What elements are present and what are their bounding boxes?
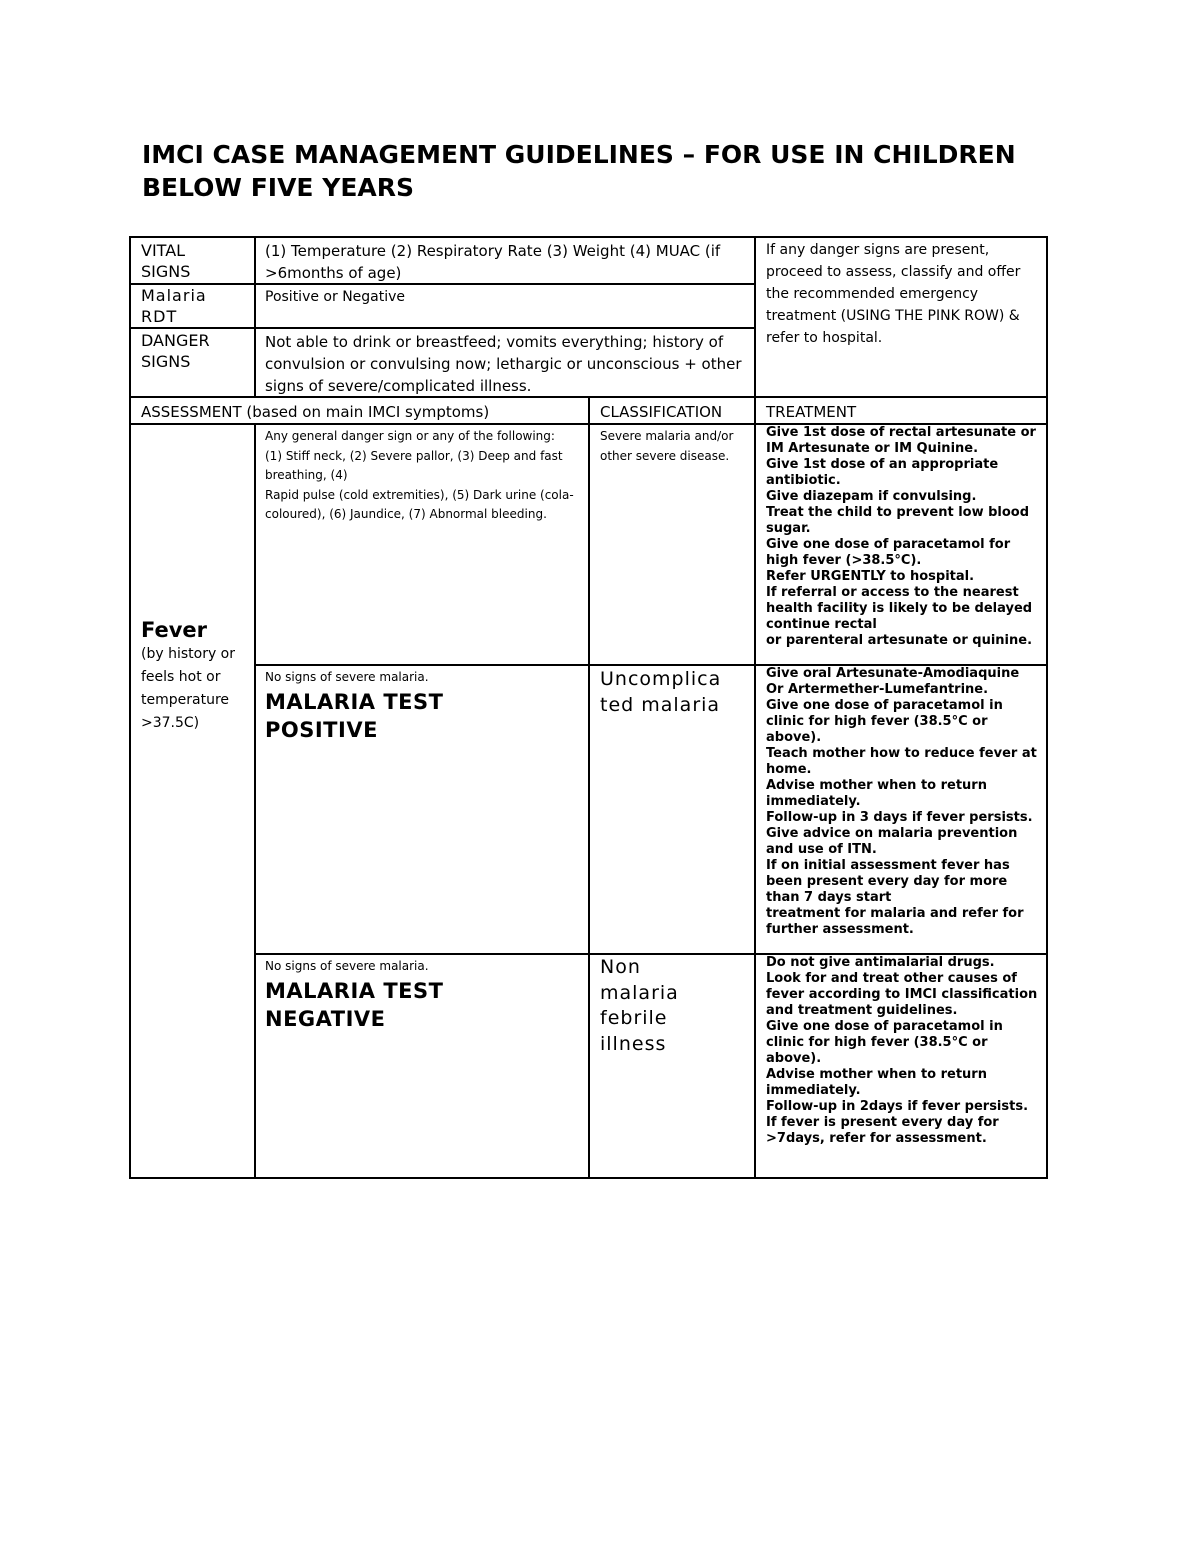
positive-classification: Uncomplica ted malaria: [600, 668, 722, 716]
malaria-test-negative: MALARIA TEST NEGATIVE: [265, 978, 444, 1031]
negative-classification: Non malaria febrile illness: [600, 956, 679, 1055]
danger-signs-label: DANGER SIGNS: [141, 331, 210, 371]
vital-signs-text: (1) Temperature (2) Respiratory Rate (3) Weight (4) MUAC (if >6months of age): [265, 242, 721, 282]
table-border: [129, 327, 756, 329]
treatment-header: TREATMENT: [766, 403, 857, 421]
assessment-note: No signs of severe malaria.: [265, 959, 429, 973]
table-border: [254, 424, 256, 1179]
treatment-line: Give oral Artesunate-Amodiaquine Or Artermether-Lumefantrine.: [766, 666, 1020, 697]
assessment-note: No signs of severe malaria.: [265, 670, 429, 684]
table-border: [129, 236, 1048, 238]
treatment-line: Give one dose of paracetamol in clinic for high fever (38.5°C or above).: [766, 698, 1003, 745]
treatment-line: Follow-up in 2days if fever persists.: [766, 1099, 1029, 1114]
treatment-line: treatment for malaria and refer for further assessment.: [766, 906, 1024, 937]
treatment-line: Give 1st dose of rectal artesunate or IM Artesunate or IM Quinine.: [766, 425, 1036, 456]
positive-treatment: [766, 666, 1040, 938]
classification-header: CLASSIFICATION: [600, 403, 723, 421]
assessment-line: Any general danger sign or any of the following:: [265, 429, 555, 443]
treatment-line: Give advice on malaria prevention and use of ITN.: [766, 826, 1018, 857]
treatment-line: Give diazepam if convulsing.: [766, 489, 977, 504]
danger-signs-note: If any danger signs are present, proceed to assess, classify and offer the recommended emergency treatment (USING THE PINK ROW) & refer to hospital.: [766, 242, 1021, 346]
table-border: [129, 236, 131, 1179]
treatment-line: Advise mother when to return immediately.: [766, 1067, 987, 1098]
severe-assessment: [265, 427, 580, 525]
treatment-line: Do not give antimalarial drugs.: [766, 955, 995, 970]
table-border: [254, 236, 256, 398]
negative-treatment: [766, 955, 1040, 1147]
fever-title: Fever: [141, 618, 208, 642]
negative-assessment: [265, 957, 580, 1033]
fever-cell: [141, 617, 251, 735]
treatment-line: Give one dose of paracetamol in clinic for high fever (38.5°C or above).: [766, 1019, 1003, 1066]
severe-treatment: [766, 425, 1040, 649]
treatment-line: If on initial assessment fever has been present every day for more than 7 days start: [766, 858, 1010, 905]
treatment-line: If fever is present every day for >7days, refer for assessment.: [766, 1115, 999, 1146]
malaria-test-positive: MALARIA TEST POSITIVE: [265, 689, 444, 742]
vital-signs-label: VITAL SIGNS: [141, 241, 191, 281]
treatment-line: Give one dose of paracetamol for high fever (>38.5°C).: [766, 537, 1011, 568]
assessment-line: (1) Stiff neck, (2) Severe pallor, (3) Deep and fast breathing, (4): [265, 448, 563, 482]
treatment-line: or parenteral artesunate or quinine.: [766, 633, 1033, 648]
treatment-line: Follow-up in 3 days if fever persists.: [766, 810, 1033, 825]
danger-signs-text: Not able to drink or breastfeed; vomits everything; history of convulsion or convulsing now; lethargic or unconscious + other signs of severe/complicated illness.: [265, 333, 742, 395]
positive-assessment: [265, 668, 580, 744]
assessment-line: Rapid pulse (cold extremities), (5) Dark urine (cola-coloured), (6) Jaundice, (7) Abnormal bleeding.: [265, 487, 574, 521]
treatment-line: If referral or access to the nearest health facility is likely to be delayed continue rectal: [766, 585, 1033, 632]
table-border: [588, 397, 590, 1179]
treatment-line: Teach mother how to reduce fever at home.: [766, 746, 1037, 777]
table-border: [1046, 236, 1048, 1179]
page-title: IMCI CASE MANAGEMENT GUIDELINES – FOR USE IN CHILDREN BELOW FIVE YEARS: [142, 140, 1016, 202]
table-border: [754, 236, 756, 1179]
malaria-rdt-label: Malaria RDT: [141, 286, 207, 326]
treatment-line: Refer URGENTLY to hospital.: [766, 569, 975, 584]
treatment-line: Give 1st dose of an appropriate antibiotic.: [766, 457, 999, 488]
treatment-line: Treat the child to prevent low blood sugar.: [766, 505, 1030, 536]
treatment-line: Look for and treat other causes of fever according to IMCI classification and treatment guidelines.: [766, 971, 1038, 1018]
severe-classification: Severe malaria and/or other severe disease.: [600, 429, 734, 463]
assessment-header: ASSESSMENT (based on main IMCI symptoms): [141, 403, 490, 421]
fever-subtitle: (by history or feels hot or temperature >37.5C): [141, 646, 236, 731]
treatment-line: Advise mother when to return immediately.: [766, 778, 987, 809]
malaria-rdt-text: Positive or Negative: [265, 289, 406, 305]
